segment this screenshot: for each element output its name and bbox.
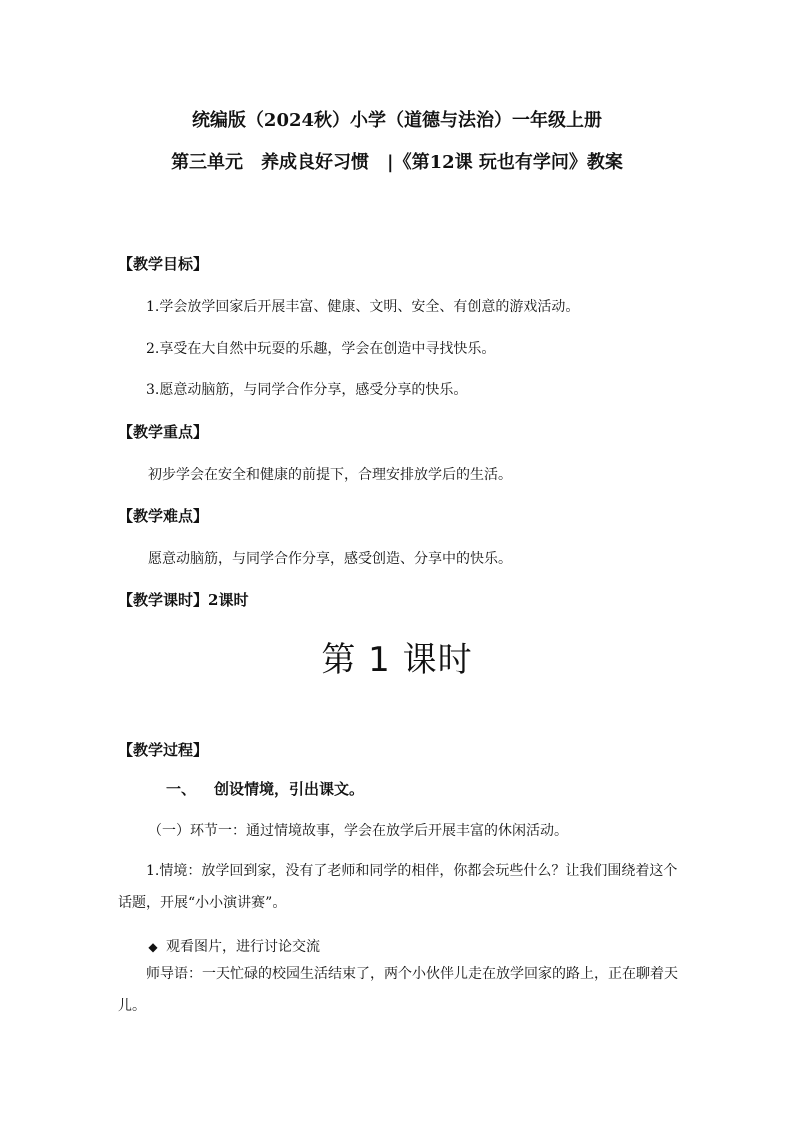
discussion-bullet-text: 观看图片，进行讨论交流 [166,939,320,955]
key-points-heading: 【教学重点】 [118,423,209,441]
lesson-title: 第 1 课时 [321,640,473,680]
process-heading: 【教学过程】 [118,741,209,759]
discussion-bullet [148,936,320,956]
difficulties-text: 愿意动脑筋，与同学合作分享，感受创造、分享中的快乐。 [148,551,512,567]
diamond-bullet-icon: ◆ [148,940,158,954]
section-one-heading [166,778,364,799]
objective-item-1: 1.学会放学回家后开展丰富、健康、文明、安全、有创意的游戏活动。 [146,299,580,315]
key-points-text: 初步学会在安全和健康的前提下，合理安排放学后的生活。 [148,467,512,483]
difficulties-heading: 【教学难点】 [118,507,209,525]
step-one-text: （一）环节一：通过情境故事，学会在放学后开展丰富的休闲活动。 [148,823,568,839]
objectives-heading: 【教学目标】 [118,255,209,273]
document-title-line-2: 第三单元 养成良好习惯 |《第12课 玩也有学问》教案 [171,152,623,173]
section-one-title: 创设情境，引出课文。 [214,780,365,798]
teacher-guide-paragraph: 师导语：一天忙碌的校园生活结束了，两个小伙伴儿走在放学回家的路上，正在聊着天儿。 [118,966,678,1014]
class-hours-label: 【教学课时】2课时 [118,591,249,609]
document-title-line-1: 统编版（2024秋）小学（道德与法治）一年级上册 [191,110,603,131]
objective-item-3: 3.愿意动脑筋，与同学合作分享，感受分享的快乐。 [146,382,468,398]
situation-paragraph: 1.情境：放学回到家，没有了老师和同学的相伴，你都会玩些什么？让我们围绕着这个话题，开展“小小演讲赛”。 [118,863,678,911]
section-one-number: 一、 [166,780,197,798]
objective-item-2: 2.享受在大自然中玩耍的乐趣，学会在创造中寻找快乐。 [146,341,496,357]
